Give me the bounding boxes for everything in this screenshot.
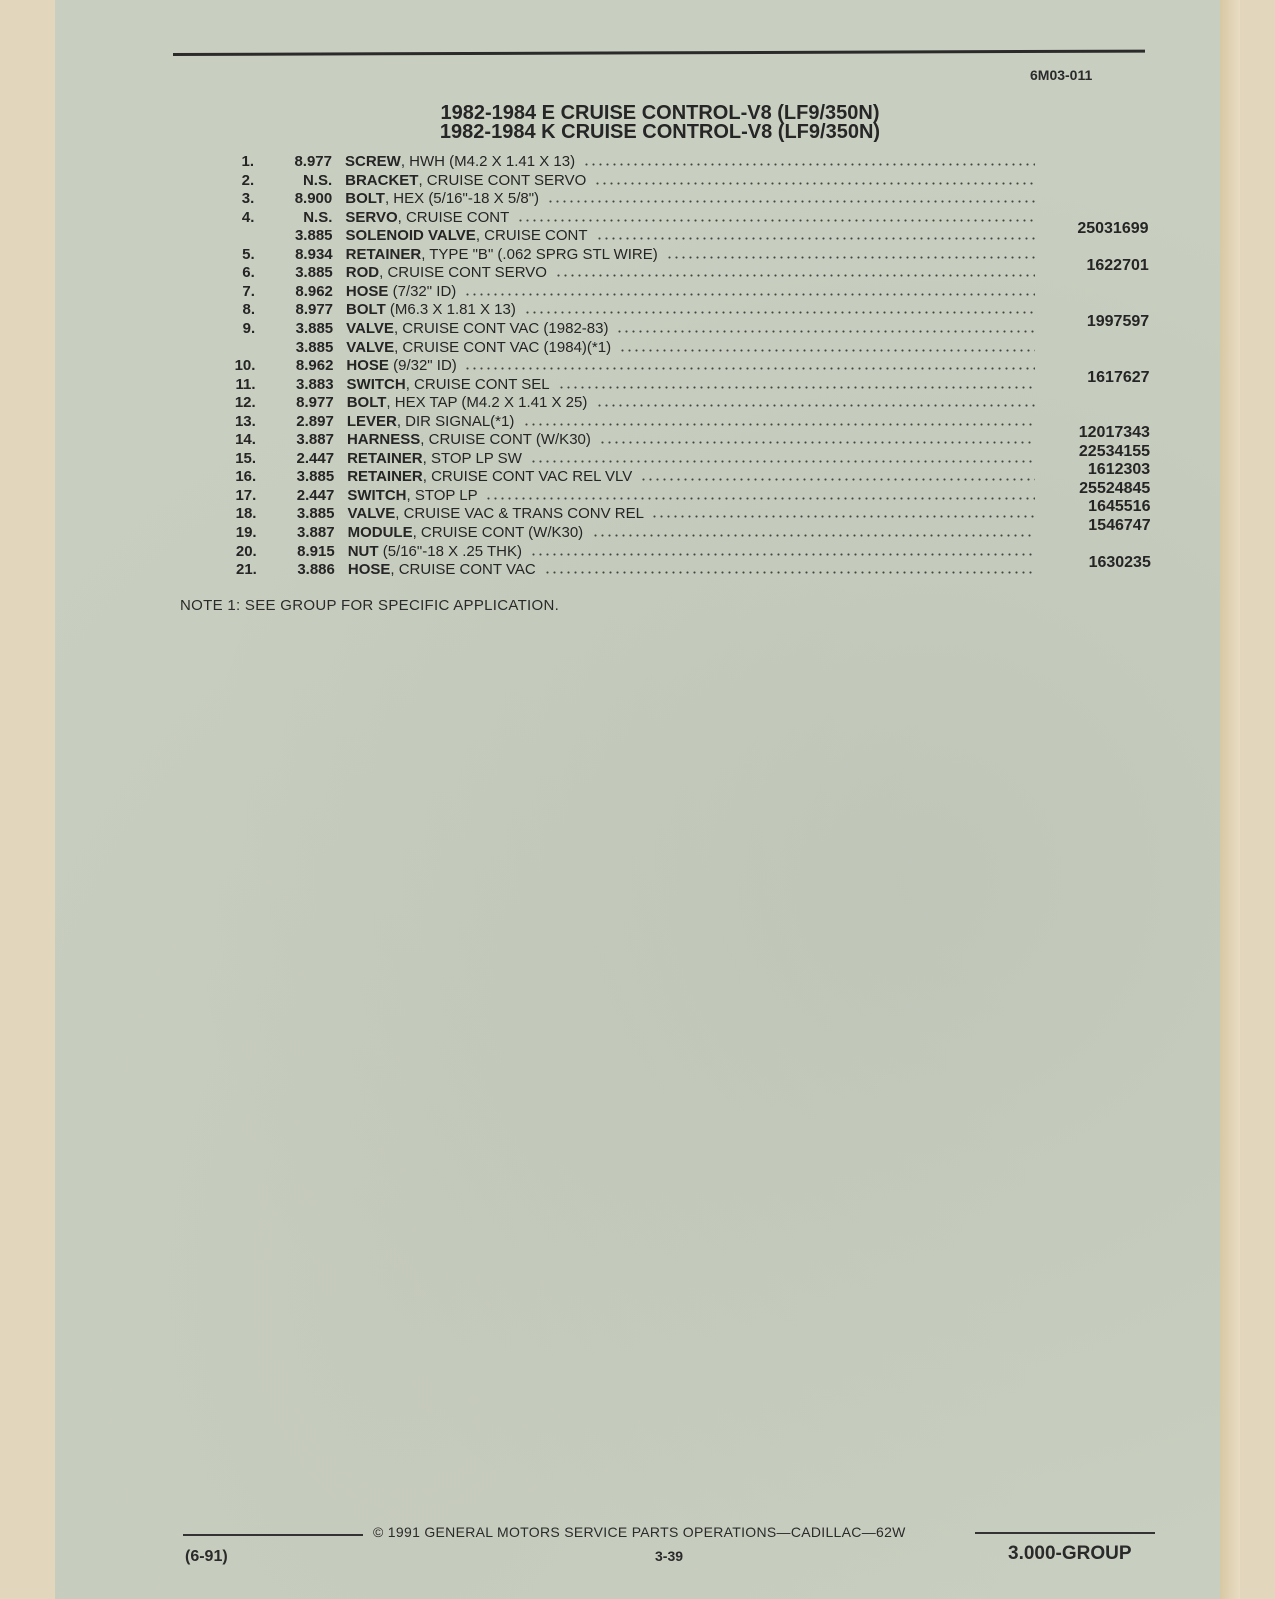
- group-number: 3.885: [296, 505, 335, 523]
- part-spec: , CRUISE VAC & TRANS CONV REL: [395, 505, 644, 523]
- part-name: BOLT: [346, 394, 387, 412]
- item-number: 18.: [235, 505, 257, 523]
- part-name: SWITCH: [346, 375, 406, 393]
- part-name: RETAINER: [347, 468, 423, 486]
- part-name: BRACKET: [345, 171, 419, 189]
- part-description: [346, 357, 456, 374]
- part-name: HOSE: [346, 357, 389, 375]
- leader-dots: [592, 534, 1035, 537]
- leader-dots: [530, 460, 1035, 463]
- part-description: [345, 209, 509, 226]
- part-name: HARNESS: [346, 431, 421, 449]
- leader-dots: [583, 163, 1035, 166]
- part-spec: , CRUISE CONT: [397, 208, 510, 226]
- group-number: 3.883: [296, 375, 334, 393]
- part-name: LEVER: [346, 412, 397, 430]
- item-number: 21.: [236, 561, 257, 579]
- part-spec: , CRUISE CONT SEL: [405, 375, 550, 393]
- item-number: 1.: [241, 153, 254, 170]
- part-spec: , CRUISE CONT SERVO: [418, 171, 587, 189]
- leader-dots: [616, 330, 1035, 333]
- group-number: 3.886: [297, 561, 335, 579]
- part-description: [346, 301, 516, 318]
- page-number: 3-39: [655, 1548, 684, 1564]
- part-spec: (7/32" ID): [388, 282, 457, 300]
- group-number: 8.915: [297, 542, 335, 560]
- title-line-2: 1982-1984 K CRUISE CONTROL-V8 (LF9/350N): [439, 121, 881, 143]
- item-number: 7.: [242, 282, 255, 300]
- part-spec: , TYPE "B" (.062 SPRG STL WIRE): [421, 245, 658, 263]
- part-number: 1622701: [1086, 257, 1149, 275]
- leader-dots: [558, 386, 1035, 389]
- part-description: [345, 190, 539, 207]
- group-number: 3.885: [295, 338, 334, 356]
- item-number: 10.: [234, 357, 256, 375]
- part-number: 25031699: [1077, 220, 1149, 238]
- item-number: 3.: [241, 190, 255, 208]
- part-description: [348, 561, 536, 578]
- part-description: [346, 339, 611, 356]
- part-description: [346, 320, 608, 337]
- part-spec: (M6.3 X 1.81 X 13): [385, 301, 516, 319]
- part-number: 22534155: [1078, 442, 1151, 460]
- part-name: RETAINER: [345, 245, 422, 263]
- part-name: MODULE: [347, 524, 413, 541]
- part-description: [345, 153, 575, 170]
- page-title: [360, 104, 960, 142]
- group-number: N.S.: [303, 208, 333, 226]
- leader-dots: [596, 404, 1035, 407]
- part-name: RETAINER: [347, 449, 423, 467]
- leader-dots: [517, 219, 1035, 222]
- group-number: 3.885: [296, 468, 335, 486]
- part-number: 1546747: [1088, 517, 1151, 534]
- part-row: [0, 153, 1275, 171]
- group-number: 3.885: [294, 227, 333, 245]
- item-number: 20.: [235, 542, 257, 560]
- leader-dots: [666, 256, 1035, 259]
- leader-dots: [651, 515, 1035, 518]
- part-row: [0, 394, 1275, 412]
- part-name: VALVE: [346, 319, 394, 337]
- leader-dots: [640, 478, 1035, 481]
- item-number: 11.: [235, 375, 256, 393]
- part-name: HOSE: [345, 282, 389, 300]
- part-spec: , STOP LP: [406, 486, 478, 504]
- item-number: 2.: [241, 171, 255, 189]
- part-row: [0, 554, 1275, 579]
- part-description: [348, 543, 522, 560]
- part-description: [347, 505, 643, 522]
- part-row: [0, 339, 1275, 357]
- group-number: 8.977: [295, 301, 334, 319]
- part-row: [0, 312, 1275, 338]
- leader-dots: [547, 200, 1035, 203]
- group-number: 3.885: [295, 264, 333, 282]
- part-row: [0, 517, 1275, 542]
- group-number: 8.962: [295, 282, 333, 300]
- item-number: 12.: [234, 394, 256, 412]
- part-spec: (5/16"-18 X .25 THK): [378, 542, 522, 560]
- part-spec: , CRUISE CONT (W/K30): [412, 524, 584, 541]
- item-number: 14.: [235, 431, 256, 449]
- part-row: [0, 172, 1275, 190]
- part-number: 25524845: [1079, 479, 1151, 497]
- group-number: 2.897: [296, 412, 334, 430]
- leader-dots: [464, 293, 1035, 296]
- part-description: [347, 431, 591, 448]
- group-number: 8.934: [295, 245, 333, 263]
- part-name: BOLT: [346, 301, 386, 319]
- part-spec: , CRUISE CONT VAC: [390, 561, 536, 579]
- group-number: 8.977: [296, 394, 334, 412]
- part-row: [0, 368, 1275, 394]
- item-number: 9.: [242, 319, 256, 337]
- part-number: 1612303: [1087, 461, 1151, 479]
- part-description: [346, 283, 456, 300]
- item-number: 8.: [242, 301, 256, 319]
- group-number: 8.977: [294, 153, 332, 170]
- leader-dots: [524, 311, 1035, 314]
- part-row: [0, 220, 1275, 245]
- part-number: 1645516: [1088, 498, 1151, 516]
- part-spec: , CRUISE CONT (W/K30): [420, 431, 591, 449]
- part-description: [347, 468, 632, 485]
- leader-dots: [555, 274, 1035, 277]
- part-spec: , HWH (M4.2 X 1.41 X 13): [400, 153, 576, 170]
- part-spec: , HEX TAP (M4.2 X 1.41 X 25): [386, 394, 588, 412]
- part-row: [0, 257, 1275, 282]
- part-number: 1630235: [1088, 554, 1151, 572]
- part-name: HOSE: [347, 561, 391, 579]
- leader-dots: [530, 553, 1035, 556]
- item-number: 6.: [242, 264, 255, 282]
- part-name: VALVE: [346, 338, 395, 356]
- part-description: [346, 246, 658, 263]
- group-number: 2.447: [296, 449, 335, 467]
- group-number: 2.447: [296, 486, 335, 504]
- group-number: 8.962: [295, 357, 334, 375]
- part-spec: , CRUISE CONT: [475, 227, 588, 245]
- title-line-1: 1982-1984 E CRUISE CONTROL-V8 (LF9/350N): [440, 102, 880, 124]
- item-number: 17.: [235, 486, 257, 504]
- leader-dots: [596, 237, 1035, 240]
- part-description: [347, 487, 477, 504]
- part-name: ROD: [345, 264, 380, 282]
- part-number: 12017343: [1078, 424, 1150, 442]
- item-number: 15.: [235, 449, 257, 467]
- part-description: [348, 524, 584, 541]
- item-number: 13.: [234, 412, 256, 430]
- group-number: 8.900: [294, 190, 333, 208]
- part-name: NUT: [347, 542, 379, 560]
- item-number: 19.: [235, 524, 257, 541]
- part-spec: , CRUISE CONT VAC (1984)(*1): [394, 338, 612, 356]
- part-name: SWITCH: [347, 486, 407, 504]
- part-spec: , CRUISE CONT SERVO: [379, 264, 547, 282]
- part-name: SERVO: [345, 208, 398, 226]
- footer-rule-left: [183, 1534, 363, 1536]
- part-name: SOLENOID VALVE: [345, 227, 476, 245]
- item-number: 5.: [242, 245, 255, 263]
- part-row: [0, 283, 1275, 301]
- part-spec: , CRUISE CONT VAC (1982-83): [393, 319, 609, 337]
- part-description: [347, 413, 515, 430]
- part-spec: , HEX (5/16"-18 X 5/8"): [384, 190, 540, 208]
- part-number: 1617627: [1087, 368, 1150, 386]
- revision-date: (6-91): [185, 1548, 228, 1565]
- part-spec: (9/32" ID): [388, 357, 457, 375]
- part-spec: , CRUISE CONT VAC REL VLV: [422, 468, 633, 486]
- part-description: [347, 376, 550, 393]
- part-name: VALVE: [347, 505, 396, 523]
- part-spec: , DIR SIGNAL(*1): [396, 412, 515, 430]
- part-name: SCREW: [345, 153, 401, 170]
- group-code: 3.000-GROUP: [1008, 1543, 1132, 1564]
- leader-dots: [523, 423, 1035, 426]
- group-number: 3.887: [296, 431, 334, 449]
- part-row: [0, 190, 1275, 208]
- group-number: 3.887: [297, 524, 335, 541]
- leader-dots: [544, 571, 1035, 574]
- footnote: NOTE 1: SEE GROUP FOR SPECIFIC APPLICATION.: [180, 597, 560, 614]
- leader-dots: [485, 497, 1035, 500]
- leader-dots: [594, 182, 1035, 185]
- leader-dots: [464, 367, 1035, 370]
- group-number: 3.885: [295, 319, 334, 337]
- item-number: 16.: [235, 468, 257, 486]
- footer-rule-right: [975, 1532, 1155, 1534]
- copyright-line: © 1991 GENERAL MOTORS SERVICE PARTS OPERATIONS—CADILLAC—62W: [373, 1524, 906, 1540]
- part-spec: , STOP LP SW: [422, 449, 522, 467]
- page-code: 6M03-011: [1030, 67, 1093, 83]
- part-description: [346, 264, 547, 281]
- part-description: [346, 227, 588, 244]
- leader-dots: [599, 441, 1035, 444]
- part-description: [345, 172, 586, 189]
- group-number: N.S.: [302, 171, 333, 189]
- item-number: 4.: [241, 208, 255, 226]
- leader-dots: [619, 349, 1035, 352]
- part-description: [347, 394, 588, 411]
- part-description: [347, 450, 522, 467]
- part-name: BOLT: [345, 190, 385, 208]
- part-number: 1997597: [1086, 312, 1150, 330]
